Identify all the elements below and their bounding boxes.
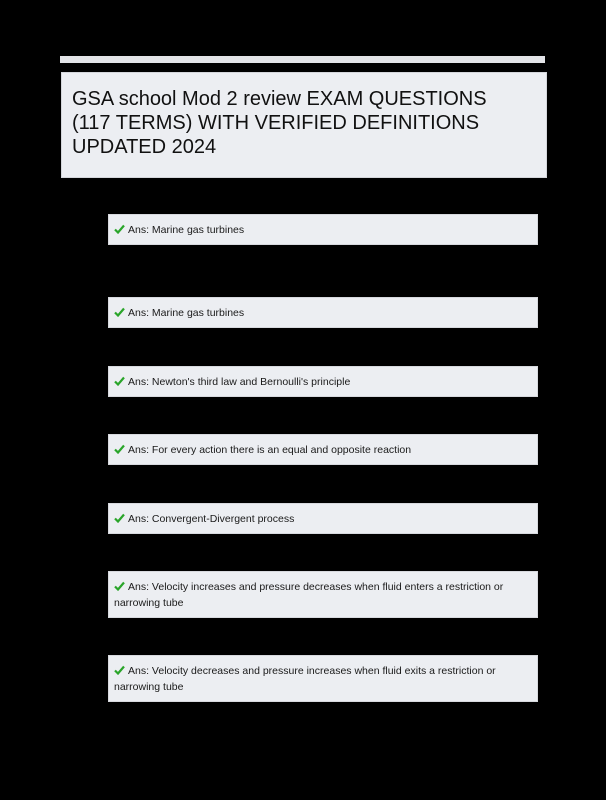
checkmark-icon	[114, 307, 125, 317]
answer-text: Ans: Convergent-Divergent process	[128, 513, 295, 525]
title-line-2: (117 TERMS) WITH VERIFIED DEFINITIONS	[72, 112, 480, 134]
answer-text: Ans: Velocity increases and pressure decreases when fluid enters a restriction or	[128, 581, 504, 593]
checkmark-icon	[114, 444, 125, 454]
answer-text: Ans: Marine gas turbines	[128, 307, 245, 319]
title-line-1: GSA school Mod 2 review EXAM QUESTIONS	[72, 88, 487, 110]
checkmark-icon	[114, 513, 125, 523]
title-line-3: UPDATED 2024	[72, 136, 217, 158]
answer-text-continued: narrowing tube	[114, 597, 184, 609]
checkmark-icon	[114, 581, 125, 591]
answer-text: Ans: Marine gas turbines	[128, 224, 245, 236]
answer-text-continued: narrowing tube	[114, 681, 184, 693]
answer-text: Ans: Velocity decreases and pressure increases when fluid exits a restriction or	[128, 665, 496, 677]
answer-text: Ans: Newton's third law and Bernoulli's principle	[128, 376, 351, 388]
answer-box-4	[108, 434, 538, 465]
checkmark-icon	[114, 665, 125, 675]
answer-box-1	[108, 214, 538, 245]
answer-box-5	[108, 503, 538, 534]
top-rule	[60, 56, 545, 63]
answer-box-7	[108, 655, 538, 702]
checkmark-icon	[114, 224, 125, 234]
answer-box-6	[108, 571, 538, 618]
answer-text: Ans: For every action there is an equal and opposite reaction	[128, 444, 412, 456]
answer-box-2	[108, 297, 538, 328]
answer-box-3	[108, 366, 538, 397]
checkmark-icon	[114, 376, 125, 386]
document-title	[61, 72, 547, 178]
